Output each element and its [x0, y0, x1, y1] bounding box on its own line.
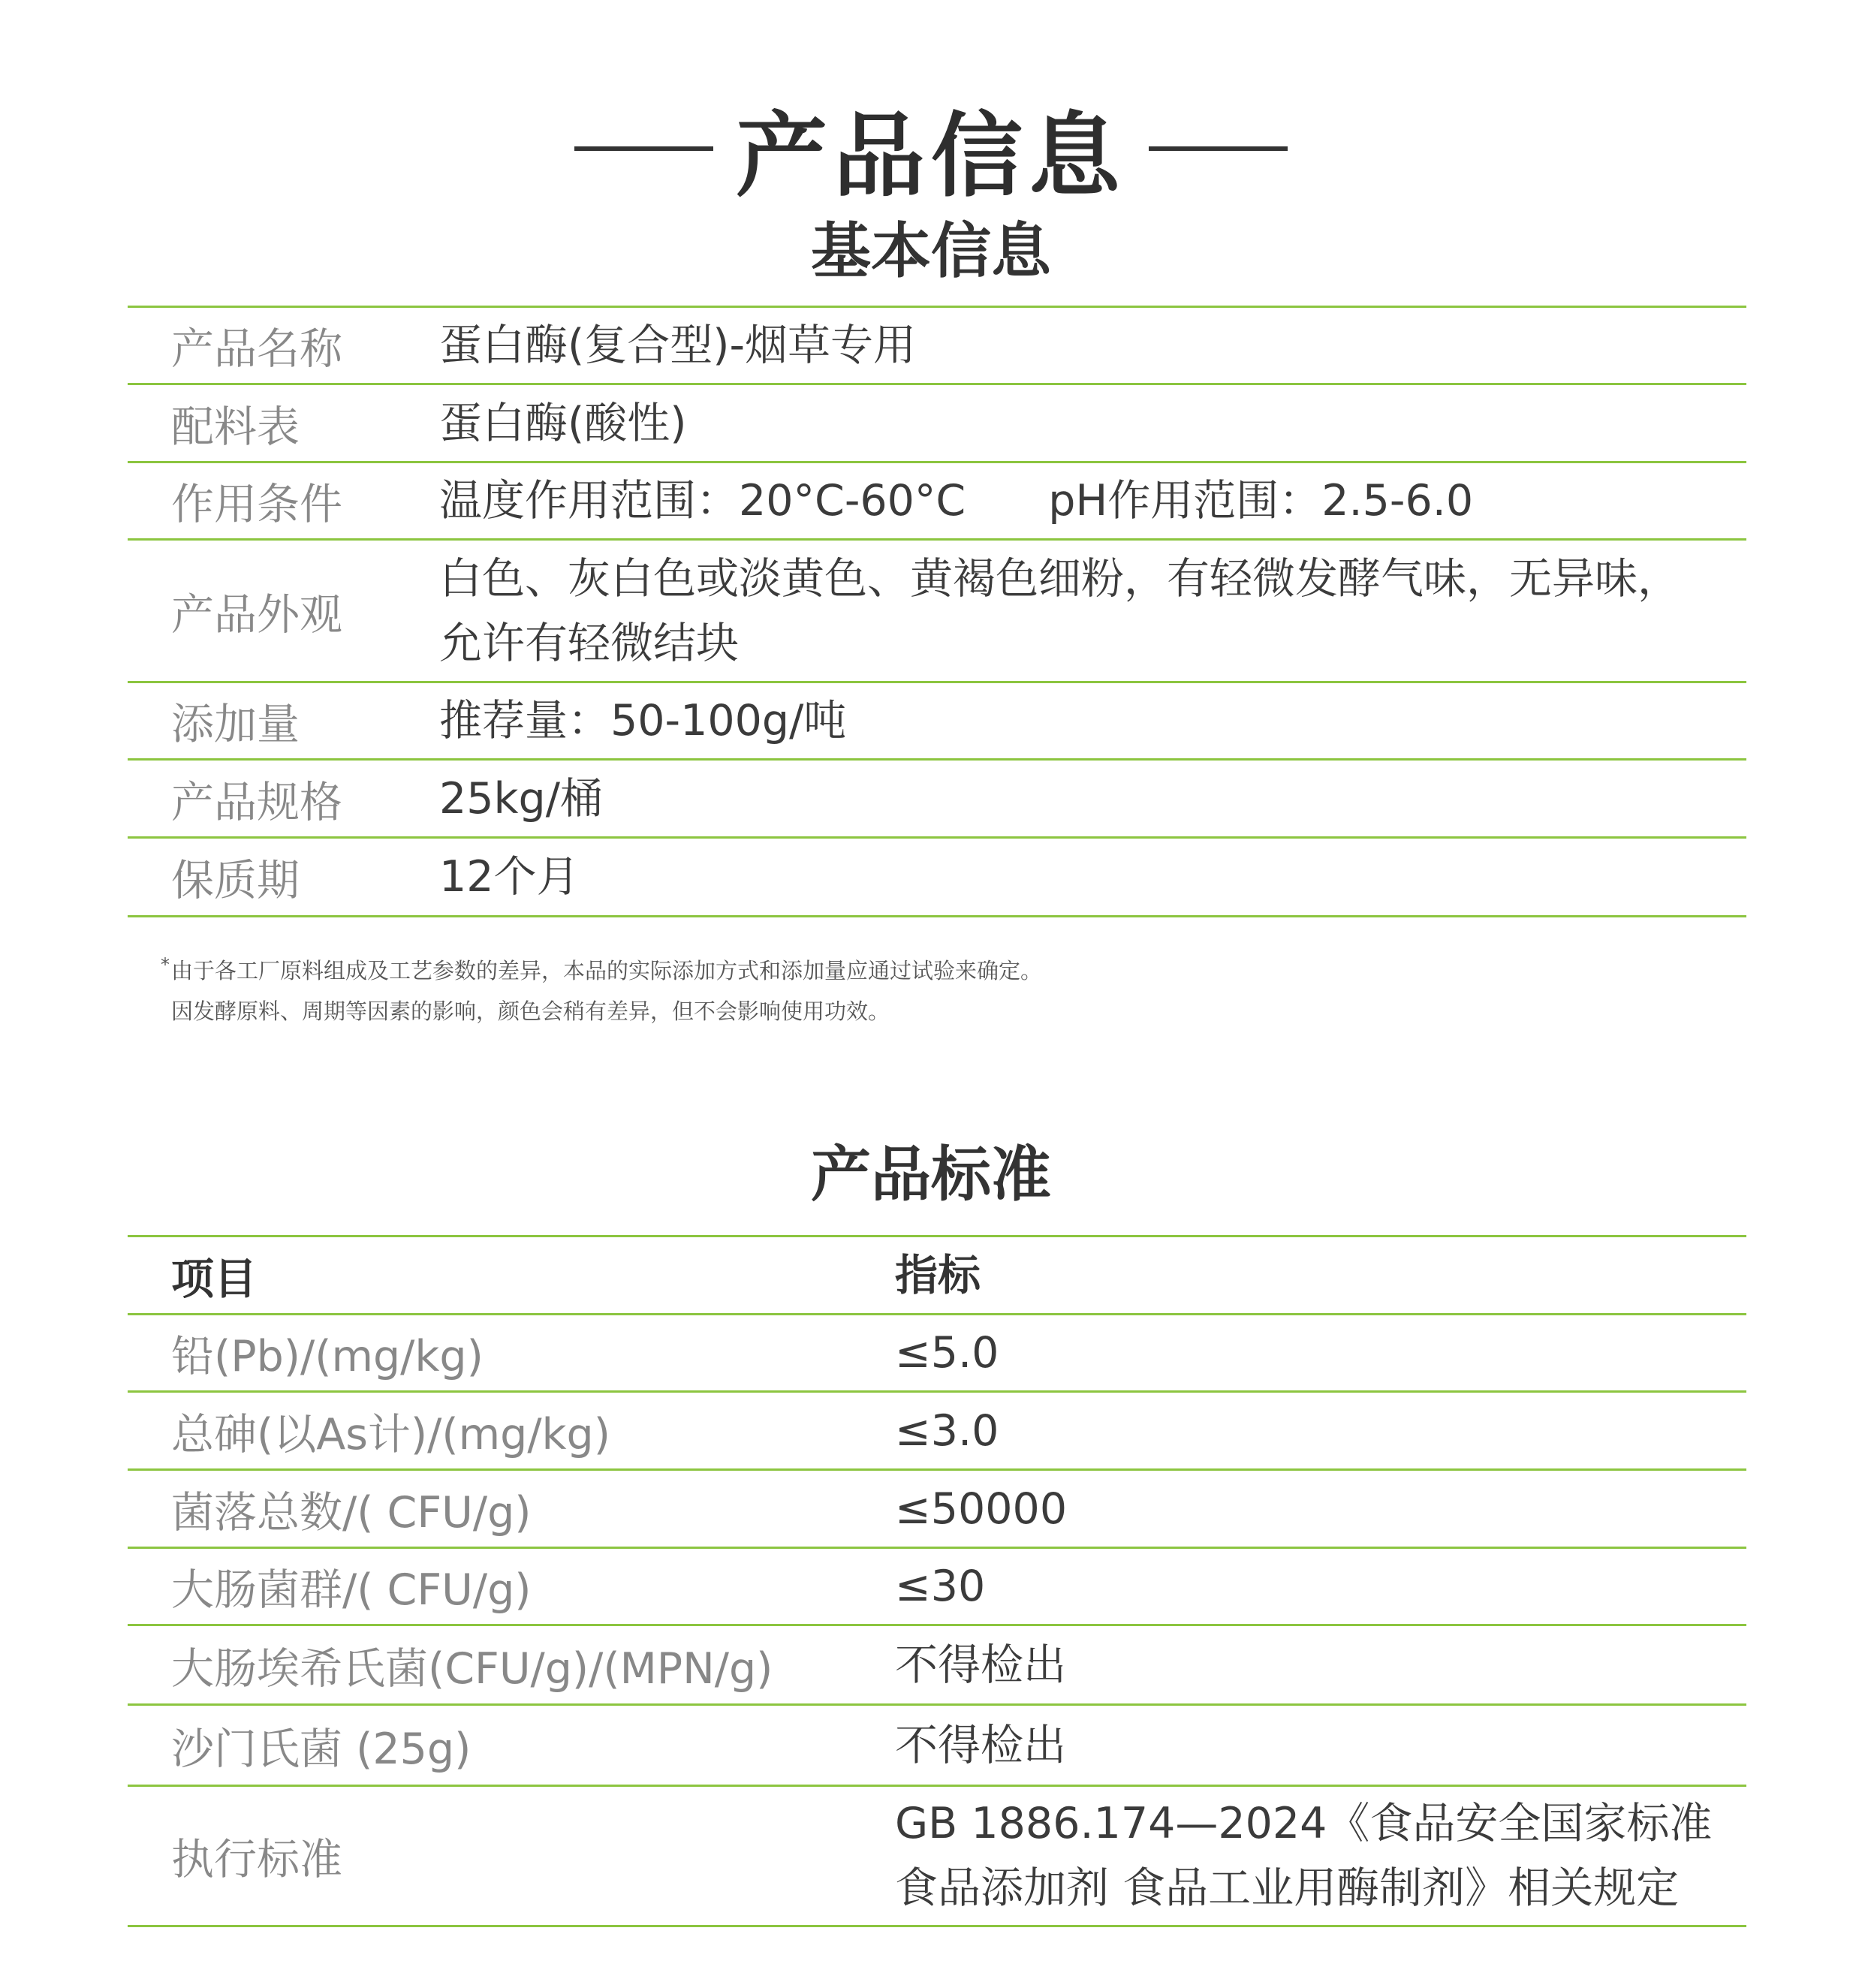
ph-range: pH作用范围：2.5-6.0 [1048, 476, 1474, 526]
table-row [128, 1547, 1746, 1624]
footnote-line: 由于各工厂原料组成及工艺参数的差异，本品的实际添加方式和添加量应通过试验来确定。 [171, 958, 1043, 983]
row-label: 菌落总数/( CFU/g) [171, 1487, 532, 1538]
table-row [128, 1468, 1746, 1547]
standard-table [128, 1235, 1746, 1927]
row-value: 推荐量：50-100g/吨 [439, 696, 847, 746]
footnote [161, 950, 1043, 1032]
row-value: ≤50000 [895, 1483, 1068, 1534]
header-item: 项目 [171, 1254, 257, 1304]
table-row [128, 306, 1746, 383]
table-header-row [128, 1235, 1746, 1313]
header-index: 指标 [895, 1250, 981, 1300]
row-label: 产品规格 [171, 777, 342, 827]
row-label: 铅(Pb)/(mg/kg) [171, 1332, 484, 1381]
standard-heading: 产品标准 [811, 1140, 1051, 1209]
row-label: 沙门氏菌 (25g) [171, 1724, 472, 1774]
page-title-text: 产品信息 [736, 103, 1126, 209]
appearance-line-2: 允许有轻微结块 [439, 618, 739, 668]
row-value: 蛋白酶(复合型)-烟草专用 [439, 321, 917, 370]
basic-info-heading: 基本信息 [811, 216, 1051, 286]
footnote-line: 因发酵原料、周期等因素的影响，颜色会稍有差异，但不会影响使用功效。 [171, 999, 890, 1024]
row-label: 产品名称 [171, 324, 342, 374]
table-row [128, 1703, 1746, 1785]
row-value: ≤3.0 [895, 1405, 999, 1456]
row-label: 总砷(以As计)/(mg/kg) [171, 1409, 610, 1459]
table-row [128, 836, 1746, 917]
row-label: 大肠埃希氏菌(CFU/g)/(MPN/g) [171, 1643, 773, 1694]
row-label: 产品外观 [171, 589, 342, 640]
row-value: 不得检出 [895, 1640, 1066, 1690]
table-row [128, 681, 1746, 758]
table-row [128, 461, 1746, 538]
row-value: 不得检出 [895, 1720, 1066, 1770]
page-title [0, 83, 1862, 214]
row-label: 保质期 [171, 856, 300, 905]
asterisk: * [161, 954, 170, 975]
table-row [128, 383, 1746, 461]
title-left-rule [574, 146, 713, 151]
title-right-rule [1149, 146, 1288, 151]
row-label: 添加量 [171, 700, 300, 749]
row-value: ≤30 [895, 1562, 986, 1611]
table-row [128, 1313, 1746, 1390]
row-value: ≤5.0 [895, 1328, 999, 1378]
table-row [128, 538, 1746, 681]
row-value: 12个月 [439, 852, 580, 902]
table-row [128, 1390, 1746, 1468]
row-value: 25kg/桶 [439, 773, 603, 824]
standard-line-1: GB 1886.174—2024《食品安全国家标准 [895, 1799, 1713, 1848]
table-row [128, 1624, 1746, 1703]
row-label: 大肠菌群/( CFU/g) [171, 1565, 532, 1615]
row-label: 执行标准 [171, 1835, 342, 1884]
row-label: 作用条件 [171, 480, 342, 529]
basic-info-table [128, 306, 1746, 917]
appearance-line-1: 白色、灰白色或淡黄色、黄褐色细粉，有轻微发酵气味，无异味， [439, 553, 1680, 604]
table-row [128, 1785, 1746, 1927]
row-value [895, 1791, 1746, 1920]
row-value: 蛋白酶(酸性) [439, 398, 687, 448]
row-value [439, 468, 1746, 533]
table-row [128, 758, 1746, 836]
standard-line-2: 食品添加剂 食品工业用酶制剂》相关规定 [895, 1863, 1680, 1913]
row-label: 配料表 [171, 402, 300, 452]
row-value [439, 547, 1746, 676]
temperature-range: 温度作用范围：20°C-60°C [439, 476, 966, 526]
